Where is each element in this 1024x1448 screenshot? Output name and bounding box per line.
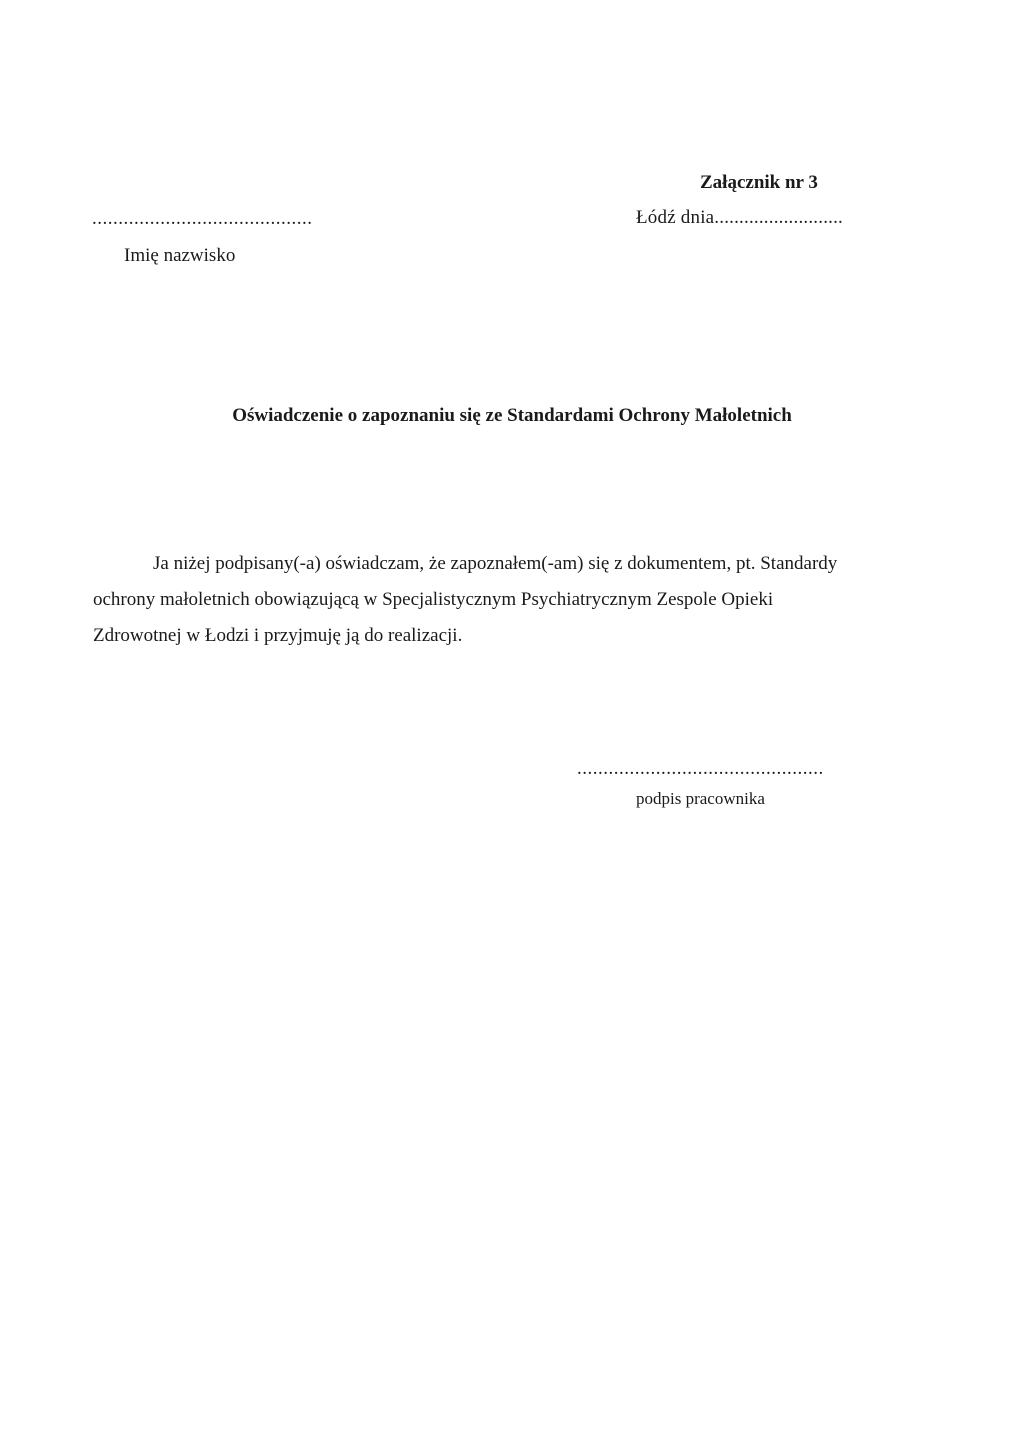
name-caption: Imię nazwisko <box>124 245 236 266</box>
statement-line-3: Zdrowotnej w Łodzi i przyjmuję ją do realizacji. <box>93 625 463 646</box>
employee-signature-line: ............................................... <box>577 758 824 779</box>
statement-paragraph <box>93 546 923 654</box>
name-signature-line: .......................................... <box>92 208 313 229</box>
place-date-line: Łódź dnia.......................... <box>636 207 844 228</box>
document-title: Oświadczenie o zapoznaniu się ze Standardami Ochrony Małoletnich <box>232 405 792 426</box>
employee-signature-caption: podpis pracownika <box>636 789 765 808</box>
statement-line-2: ochrony małoletnich obowiązującą w Specjalistycznym Psychiatrycznym Zespole Opieki <box>93 589 774 610</box>
statement-line-1: Ja niżej podpisany(-a) oświadczam, że zapoznałem(-am) się z dokumentem, pt. Standardy <box>153 553 838 574</box>
attachment-label: Załącznik nr 3 <box>700 172 818 193</box>
